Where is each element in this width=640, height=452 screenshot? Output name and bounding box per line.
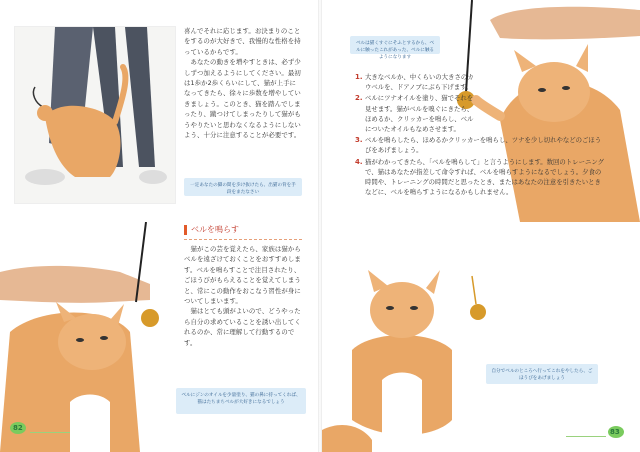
steps-list	[355, 72, 605, 198]
step-number: 1.	[355, 73, 363, 81]
page-number-tail-right	[566, 436, 606, 437]
section-title-marker	[184, 225, 187, 235]
step-item	[355, 72, 475, 92]
step-text: ベルを鳴らしたら、ほめるかクリッカーを鳴らし、ツナを少し切れやなどのごほうびをあげましょう。	[365, 136, 602, 155]
step-number: 4.	[355, 157, 363, 166]
caption-bell-top: ベルは猫くすぐにそふとするから、ベルに触ったこれがあった、ベルに触るようになります	[350, 36, 440, 54]
step-text: 大きなベルか、中くらいの大きさのカウベルを、ドアノブにぶら下げます。	[365, 73, 474, 92]
section-divider	[184, 239, 302, 240]
photo-cat-walking-between-legs	[14, 26, 176, 204]
section-title-ring-bell	[184, 224, 239, 235]
caption-bell-oil: ベルにジンのオイルを少量塗り、猫の鼻に持ってくれば、猫はたちまちベルが大好きになるでしょう	[176, 388, 306, 414]
caption-walking: 一定あなたの脚の間を歩け抜けたら、出猫の背を手段をまたなさい	[184, 178, 302, 196]
photo-cat-sniffing-bell	[0, 222, 176, 452]
step-item	[355, 157, 605, 198]
section-paragraph: 猫がこの芸を覚えたら、家族は猫からベルを遠ざけておくことをおすすめします。ベルを鳴らすことで注目されたり、ごほうびがもらえることを覚えてしまうと、常にこの動作をおこなう習性が身についてしまいます。 猫はとても頭がよいので、どうやったら自分の求めていることを誘い出してくれるのか、常に理解して行動するのです。	[184, 245, 301, 347]
page-number-tail-left	[30, 432, 70, 433]
step-number: 2.	[355, 94, 363, 103]
step-number: 3.	[355, 136, 363, 145]
page-number-right: 83	[610, 428, 620, 436]
caption-reward: 自分でベルのところへ行ってこれをやしたら、ごほうびをあげましょう	[486, 364, 598, 384]
section-title-text: ベルを鳴らす	[191, 225, 239, 234]
photo-cat-with-bell	[322, 270, 502, 452]
intro-paragraph: 喜んでそれに応じます。お決まりのことをするのが大好きで、我慢的な性格を持っているからです。 あなたの動きを増やすときは、必ず少しずつ加えるようにしてください。最初は1歩か2歩くらいにして、猫が上手になってきたら、徐々に歩数を増やしていきましょう。このとき、猫を踏んでしまったり、蹴つけてしまったりして猫がもうやりたいと思わなくなるようにしないよう、十分に注意することが必要です。	[184, 27, 301, 140]
step-item	[355, 135, 605, 155]
step-text: 猫がわかってきたら、「ベルを鳴らして」と言うようにします。数回のトレーニングで、猫はあなたが指差して命令すれば、ベルを鳴らすようになるでしょう。夕食の時間や、トレーニングの時間だと思ったとき、またはあなたの注意を引きたいときなどに、ベルを鳴らすようになるかもしれません。	[365, 157, 605, 197]
page-number-left: 82	[13, 424, 23, 432]
step-text: ベルにツナオイルを塗り、猫でそれを見せます。猫がベルを嗅ぐにきたら、ほめるか、クリッカーを鳴らし、ベルについたオイルもなめさせます。	[365, 94, 474, 134]
step-item	[355, 93, 475, 134]
